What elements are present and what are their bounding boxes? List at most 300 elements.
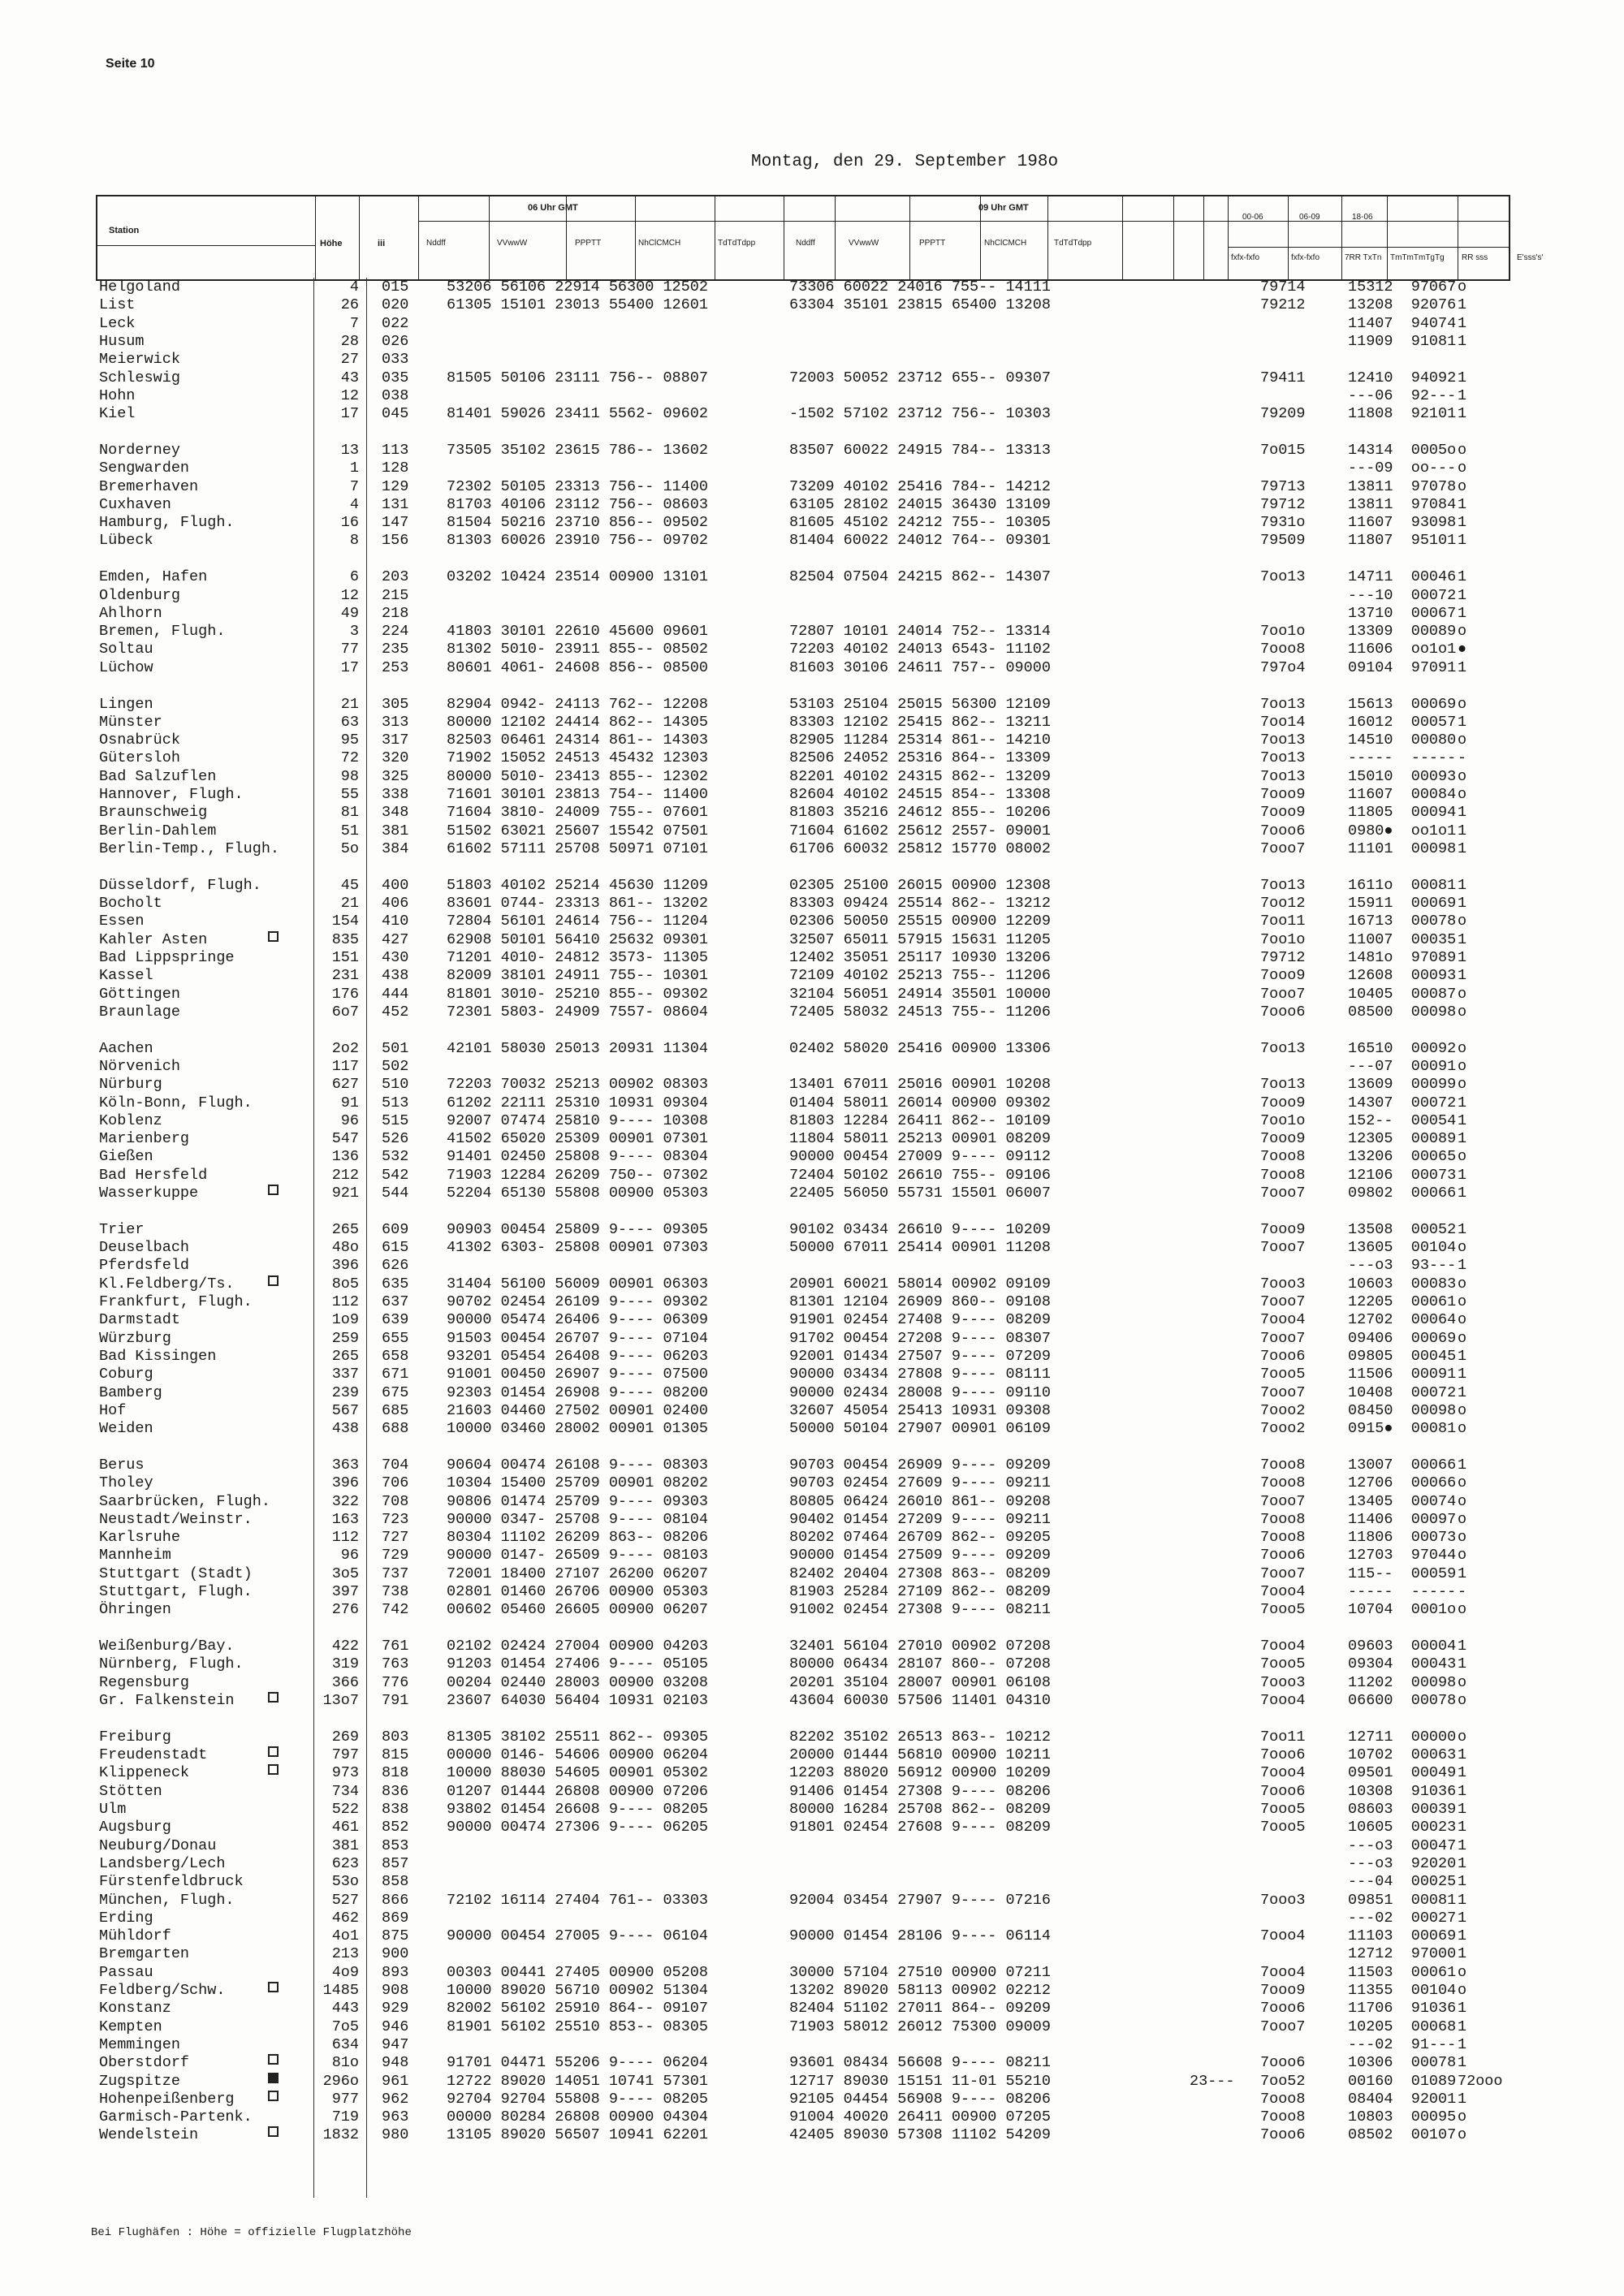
obs-12-group: 7oo13	[1260, 749, 1306, 767]
obs-09: 82402 20404 27308 863-- 08209	[789, 1564, 1051, 1582]
obs-12-group: 7ooo8	[1260, 1166, 1306, 1184]
obs-24-group: 11706 91036	[1348, 2000, 1457, 2018]
station-index: 513	[382, 1094, 409, 1111]
station-index: 532	[382, 1148, 409, 1166]
station-height: 8	[349, 532, 359, 550]
station-name: Soltau	[99, 641, 153, 658]
station-index: 869	[382, 1909, 409, 1927]
station-index: 639	[382, 1311, 409, 1329]
obs-24-group: ----- -----	[1348, 749, 1457, 767]
station-index: 026	[382, 332, 409, 350]
esss-value: o	[1458, 2108, 1467, 2126]
esss-value: o	[1458, 1293, 1467, 1310]
esss-value: 1	[1458, 2035, 1467, 2053]
station-index: 818	[382, 1764, 409, 1782]
esss-value: 1	[1458, 804, 1467, 822]
station-name: Bremerhaven	[99, 477, 199, 495]
station-name: Berus	[99, 1456, 145, 1474]
esss-value: o	[1458, 441, 1467, 459]
obs-06: 72302 50105 23313 756-- 11400	[447, 477, 708, 495]
station-index: 637	[382, 1293, 409, 1310]
obs-06: 82503 06461 24314 861-- 14303	[447, 732, 708, 749]
obs-06: 00000 80284 26808 00900 04304	[447, 2108, 708, 2126]
esss-value: o	[1458, 1982, 1467, 1999]
obs-09: 81603 30106 24611 757-- 09000	[789, 658, 1051, 676]
obs-12-group: 7ooo3	[1260, 1891, 1306, 1909]
station-index: 929	[382, 2000, 409, 2018]
esss-value: o	[1458, 278, 1467, 296]
obs-12-group: 7ooo8	[1260, 1148, 1306, 1166]
page-number: Seite 10	[106, 57, 155, 71]
obs-09: 80202 07464 26709 862-- 09205	[789, 1529, 1051, 1547]
station-name: Landsberg/Lech	[99, 1854, 226, 1872]
station-height: 45	[340, 876, 359, 894]
obs-06: 92704 92704 55808 9---- 08205	[447, 2090, 708, 2108]
esss-value: 1	[1458, 1891, 1467, 1909]
station-height: 322	[331, 1492, 359, 1510]
obs-12-group: 7oo14	[1260, 713, 1306, 731]
station-index: 348	[382, 804, 409, 822]
obs-24-group: 10308 91036	[1348, 1782, 1457, 1800]
esss-value: 1	[1458, 930, 1467, 948]
station-height: 17	[340, 405, 359, 423]
station-index: 900	[382, 1945, 409, 1963]
station-name: Oberstdorf	[99, 2054, 190, 2072]
esss-value: 1	[1458, 1638, 1467, 1655]
obs-12-group: 79712	[1260, 948, 1306, 966]
obs-06: 10000 88030 54605 00901 05302	[447, 1764, 708, 1782]
esss-value: o	[1458, 1673, 1467, 1691]
station-height: 319	[331, 1655, 359, 1673]
obs-24-group: 11503 00061	[1348, 1963, 1457, 1981]
station-index: 875	[382, 1927, 409, 1945]
obs-24-group: 06600 00078	[1348, 1692, 1457, 1709]
obs-06: 80000 5010- 23413 855-- 12302	[447, 767, 708, 785]
esss-value: o	[1458, 1239, 1467, 1257]
esss-value: 1	[1458, 369, 1467, 386]
obs-24-group: 10306 00078	[1348, 2054, 1457, 2072]
esss-value: 1	[1458, 1456, 1467, 1474]
obs-24-group: 14307 00072	[1348, 1094, 1457, 1111]
esss-value: 1	[1458, 948, 1467, 966]
esss-value: o	[1458, 1510, 1467, 1528]
station-height: 296o	[322, 2072, 359, 2090]
station-index: 635	[382, 1275, 409, 1293]
esss-value: 1	[1458, 532, 1467, 550]
obs-12-group: 797o4	[1260, 658, 1306, 676]
station-height: 977	[331, 2090, 359, 2108]
obs-09: 82404 51102 27011 864-- 09209	[789, 2000, 1051, 2018]
obs-09: 90000 01454 27509 9---- 09209	[789, 1547, 1051, 1564]
obs-12-group: 7ooo2	[1260, 1401, 1306, 1419]
esss-value: o	[1458, 1728, 1467, 1746]
obs-24-group: 12706 00066	[1348, 1474, 1457, 1492]
obs-06: 90000 00454 27005 9---- 06104	[447, 1927, 708, 1945]
station-name: Darmstadt	[99, 1311, 180, 1329]
obs-12-group: 7ooo9	[1260, 1094, 1306, 1111]
esss-value: o	[1458, 1148, 1467, 1166]
obs-24-group: 13309 00089	[1348, 623, 1457, 641]
t0609-header: 06-09	[1299, 213, 1320, 222]
obs-24-group: 11506 00091	[1348, 1366, 1457, 1383]
esss-value: 1	[1458, 1257, 1467, 1275]
station-height: 213	[331, 1945, 359, 1963]
station-height: 4o1	[331, 1927, 359, 1945]
esss-value: 1	[1458, 895, 1467, 912]
station-name: Helgoland	[99, 278, 180, 296]
station-height: 28	[340, 332, 359, 350]
station-index: 961	[382, 2072, 409, 2090]
station-name: Feldberg/Schw.	[99, 1982, 226, 1999]
station-index: 452	[382, 1003, 409, 1021]
station-index: 946	[382, 2018, 409, 2035]
station-name: Wasserkuppe	[99, 1185, 199, 1202]
obs-24-group: 13605 00104	[1348, 1239, 1457, 1257]
obs-24-group: 13208 92076	[1348, 296, 1457, 314]
obs-09: 02402 58020 25416 00900 13306	[789, 1039, 1051, 1057]
obs-12-group: 7ooo8	[1260, 1456, 1306, 1474]
esss-value: o	[1458, 1547, 1467, 1564]
station-height: 4o9	[331, 1963, 359, 1981]
station-height: 81o	[331, 2054, 359, 2072]
station-index: 427	[382, 930, 409, 948]
esss-value: 1	[1458, 1564, 1467, 1582]
esss-value: 1	[1458, 2000, 1467, 2018]
esss-value: 1	[1458, 1655, 1467, 1673]
obs-06: 81401 59026 23411 5562- 09602	[447, 405, 708, 423]
station-height: 98	[340, 767, 359, 785]
obs-12-group: 7oo52	[1260, 2072, 1306, 2090]
station-height: 797	[331, 1746, 359, 1764]
obs-24-group: 11407 94074	[1348, 314, 1457, 332]
esss-value: 1	[1458, 1094, 1467, 1111]
station-name: Braunschweig	[99, 804, 208, 822]
obs-12-group: 7oo11	[1260, 913, 1306, 930]
esss-value: 1	[1458, 314, 1467, 332]
esss-value: o	[1458, 1003, 1467, 1021]
esss-value: 1	[1458, 604, 1467, 622]
station-name: Ulm	[99, 1801, 127, 1818]
obs-09: 32607 45054 25413 10931 09308	[789, 1401, 1051, 1419]
esss-value: 1	[1458, 386, 1467, 404]
esss-value: o	[1458, 2126, 1467, 2144]
obs-09: 42405 89030 57308 11102 54209	[789, 2126, 1051, 2144]
obs-06: 81801 3010- 25210 855-- 09302	[447, 985, 708, 1003]
station-index: 947	[382, 2035, 409, 2053]
station-name: Münster	[99, 713, 162, 731]
obs-24-group: 11406 00097	[1348, 1510, 1457, 1528]
station-index: 320	[382, 749, 409, 767]
station-height: 95	[340, 732, 359, 749]
station-height: 734	[331, 1782, 359, 1800]
tx1-header: fxfx-fxfo	[1231, 253, 1260, 262]
obs-24-group: 15911 00069	[1348, 895, 1457, 912]
station-index: 033	[382, 351, 409, 369]
station-name: Pferdsfeld	[99, 1257, 190, 1275]
obs-09: 50000 50104 27907 00901 06109	[789, 1420, 1051, 1438]
station-index: 655	[382, 1329, 409, 1347]
extra-value: 23---	[1190, 2072, 1235, 2090]
obs-09: 90000 03434 27808 9---- 08111	[789, 1366, 1051, 1383]
station-height: 337	[331, 1366, 359, 1383]
station-index: 763	[382, 1655, 409, 1673]
obs-24-group: 15613 00069	[1348, 695, 1457, 713]
obs-12-group: 7oo13	[1260, 1039, 1306, 1057]
obs-09: 20201 35104 28007 00901 06108	[789, 1673, 1051, 1691]
t0006-header: 00-06	[1242, 213, 1263, 222]
group-06-header: 06 Uhr GMT	[528, 203, 578, 213]
obs-09: 01404 58011 26014 00900 09302	[789, 1094, 1051, 1111]
station-index: 737	[382, 1564, 409, 1582]
station-index: 515	[382, 1111, 409, 1129]
station-height: 151	[331, 948, 359, 966]
obs-24-group: 12106 00073	[1348, 1166, 1457, 1184]
station-height: 7	[349, 477, 359, 495]
station-height: 265	[331, 1347, 359, 1365]
obs-06: 61602 57111 25708 50971 07101	[447, 839, 708, 857]
station-name: Gr. Falkenstein	[99, 1692, 235, 1709]
obs-24-group: 1481o 97089	[1348, 948, 1457, 966]
nddff-header: Nddff	[426, 239, 446, 248]
obs-12-group: 7ooo6	[1260, 1746, 1306, 1764]
station-index: 803	[382, 1728, 409, 1746]
station-height: 117	[331, 1057, 359, 1075]
open-square-marker	[268, 2126, 279, 2137]
obs-09: 81301 12104 26909 860-- 09108	[789, 1293, 1051, 1310]
obs-24-group: 12205 00061	[1348, 1293, 1457, 1310]
esss-value: o	[1458, 913, 1467, 930]
obs-24-group: 09851 00081	[1348, 1891, 1457, 1909]
obs-12-group: 7ooo5	[1260, 1366, 1306, 1383]
esss-value: o	[1458, 695, 1467, 713]
station-name: Lüchow	[99, 658, 153, 676]
esss-value: o	[1458, 1601, 1467, 1619]
station-name: Erding	[99, 1909, 153, 1927]
esss-value: 1	[1458, 967, 1467, 985]
obs-12-group: 7oo13	[1260, 1076, 1306, 1094]
station-height: 17	[340, 658, 359, 676]
obs-12-group: 7ooo6	[1260, 2126, 1306, 2144]
t1806-header: 18-06	[1352, 213, 1373, 222]
obs-09: 61706 60032 25812 15770 08002	[789, 839, 1051, 857]
esss-value: o	[1458, 732, 1467, 749]
station-index: 338	[382, 786, 409, 803]
obs-24-group: 09406 00069	[1348, 1329, 1457, 1347]
station-height: 973	[331, 1764, 359, 1782]
obs-06: 23607 64030 56404 10931 02103	[447, 1692, 708, 1709]
obs-12-group: 7ooo9	[1260, 1220, 1306, 1238]
obs-12-group: 7ooo9	[1260, 1130, 1306, 1148]
station-name: Bremgarten	[99, 1945, 190, 1963]
obs-12-group: 7oo1o	[1260, 623, 1306, 641]
station-index: 852	[382, 1819, 409, 1836]
esss-value: 1	[1458, 1909, 1467, 1927]
obs-12-group: 7ooo7	[1260, 1492, 1306, 1510]
station-index: 510	[382, 1076, 409, 1094]
obs-24-group: ---04 00025	[1348, 1873, 1457, 1891]
station-index: 962	[382, 2090, 409, 2108]
station-name: Bocholt	[99, 895, 162, 912]
obs-06: 53206 56106 22914 56300 12502	[447, 278, 708, 296]
obs-12-group: 7ooo2	[1260, 1420, 1306, 1438]
footer-note: Bei Flughäfen : Höhe = offizielle Flugplatzhöhe	[91, 2226, 412, 2239]
station-name: Kahler Asten	[99, 930, 208, 948]
obs-24-group: 12608 00093	[1348, 967, 1457, 985]
obs-09: 63105 28102 24015 36430 13109	[789, 495, 1051, 513]
station-name: München, Flugh.	[99, 1891, 235, 1909]
obs-12-group: 7ooo6	[1260, 1347, 1306, 1365]
obs-09: 91406 01454 27308 9---- 08206	[789, 1782, 1051, 1800]
obs-09: 43604 60030 57506 11401 04310	[789, 1692, 1051, 1709]
station-height: 13	[340, 441, 359, 459]
filled-square-marker	[268, 2073, 279, 2083]
obs-09: 91002 02454 27308 9---- 08211	[789, 1601, 1051, 1619]
obs-24-group: 09805 00045	[1348, 1347, 1457, 1365]
obs-24-group: 10205 00068	[1348, 2018, 1457, 2035]
station-name: Bremen, Flugh.	[99, 623, 226, 641]
obs-06: 41803 30101 22610 45600 09601	[447, 623, 708, 641]
nh-header: NhClCMCH	[638, 239, 681, 248]
station-name: Neuburg/Donau	[99, 1836, 217, 1854]
station-index: 444	[382, 985, 409, 1003]
obs-12-group: 7oo11	[1260, 1728, 1306, 1746]
station-index: 015	[382, 278, 409, 296]
station-name: Göttingen	[99, 985, 180, 1003]
station-name: Essen	[99, 913, 145, 930]
obs-09: 13401 67011 25016 00901 10208	[789, 1076, 1051, 1094]
obs-09: 81404 60022 24012 764-- 09301	[789, 532, 1051, 550]
esss-value: 1	[1458, 1166, 1467, 1184]
pppt-header: PPPTT	[575, 239, 602, 248]
station-name: Husum	[99, 332, 145, 350]
station-name: Frankfurt, Flugh.	[99, 1293, 253, 1310]
obs-12-group: 7ooo6	[1260, 822, 1306, 839]
station-name: Deuselbach	[99, 1239, 190, 1257]
station-index: 438	[382, 967, 409, 985]
vvwww-header: VVwwW	[497, 239, 528, 248]
obs-09: 82905 11284 25314 861-- 14210	[789, 732, 1051, 749]
obs-24-group: 13609 00099	[1348, 1076, 1457, 1094]
obs-24-group: 11103 00069	[1348, 1927, 1457, 1945]
station-height: 21	[340, 695, 359, 713]
esss-value: 1	[1458, 1185, 1467, 1202]
station-height: 396	[331, 1257, 359, 1275]
obs-12-group: 7oo13	[1260, 732, 1306, 749]
obs-09: 12203 88020 56912 00900 10209	[789, 1764, 1051, 1782]
obs-06: 13105 89020 56507 10941 62201	[447, 2126, 708, 2144]
station-index: 406	[382, 895, 409, 912]
obs-24-group: 12410 94092	[1348, 369, 1457, 386]
station-index: 853	[382, 1836, 409, 1854]
obs-12-group: 79714	[1260, 278, 1306, 296]
esss-value: 1	[1458, 1764, 1467, 1782]
obs-12-group: 7ooo5	[1260, 1801, 1306, 1818]
obs-06: 00204 02440 28003 00900 03208	[447, 1673, 708, 1691]
obs-12-group: 7ooo8	[1260, 1529, 1306, 1547]
obs-09: 82604 40102 24515 854-- 13308	[789, 786, 1051, 803]
station-height: 921	[331, 1185, 359, 1202]
station-name: Ahlhorn	[99, 604, 162, 622]
open-square-marker	[268, 1185, 279, 1195]
obs-24-group: 10408 00072	[1348, 1383, 1457, 1401]
obs-09: 81803 35216 24612 855-- 10206	[789, 804, 1051, 822]
station-index: 501	[382, 1039, 409, 1057]
esss-value: 1	[1458, 658, 1467, 676]
rr12-header: 7RR TxTn	[1345, 253, 1382, 262]
obs-06: 72203 70032 25213 00902 08303	[447, 1076, 708, 1094]
station-height: 239	[331, 1383, 359, 1401]
station-height: 176	[331, 985, 359, 1003]
esss-value: o	[1458, 1529, 1467, 1547]
station-index: 685	[382, 1401, 409, 1419]
station-name: Meierwick	[99, 351, 180, 369]
obs-09: 91801 02454 27608 9---- 08209	[789, 1819, 1051, 1836]
obs-06: 92007 07474 25810 9---- 10308	[447, 1111, 708, 1129]
station-height: 21	[340, 895, 359, 912]
esss-value: o	[1458, 786, 1467, 803]
station-height: 13o7	[322, 1692, 359, 1709]
obs-06: 72102 16114 27404 761-- 03303	[447, 1891, 708, 1909]
obs-06: 01207 01444 26808 00900 07206	[447, 1782, 708, 1800]
obs-09: 92001 01434 27507 9---- 07209	[789, 1347, 1051, 1365]
station-height: 112	[331, 1293, 359, 1310]
station-index: 325	[382, 767, 409, 785]
obs-12-group: 7ooo5	[1260, 1819, 1306, 1836]
obs-12-group: 7ooo4	[1260, 1927, 1306, 1945]
esss-value: o	[1458, 1420, 1467, 1438]
station-height: 634	[331, 2035, 359, 2053]
open-square-marker	[268, 2054, 279, 2065]
esss-value: 1	[1458, 332, 1467, 350]
obs-09: 90703 00454 26909 9---- 09209	[789, 1456, 1051, 1474]
obs-06: 61305 15101 23013 55400 12601	[447, 296, 708, 314]
station-name: Würzburg	[99, 1329, 171, 1347]
obs-24-group: 13405 00074	[1348, 1492, 1457, 1510]
station-index: 131	[382, 495, 409, 513]
station-height: 6	[349, 568, 359, 586]
obs-06: 81303 60026 23910 756-- 09702	[447, 532, 708, 550]
station-name: Stuttgart (Stadt)	[99, 1564, 253, 1582]
station-name: Berlin-Temp., Flugh.	[99, 839, 280, 857]
obs-09: 83303 09424 25514 862-- 13212	[789, 895, 1051, 912]
station-height: 154	[331, 913, 359, 930]
station-height: 91	[340, 1094, 359, 1111]
obs-06: 80000 12102 24414 862-- 14305	[447, 713, 708, 731]
obs-06: 83601 0744- 23313 861-- 13202	[447, 895, 708, 912]
obs-06: 71903 12284 26209 750-- 07302	[447, 1166, 708, 1184]
obs-12-group: 7ooo6	[1260, 1782, 1306, 1800]
station-height: 96	[340, 1547, 359, 1564]
station-index: 542	[382, 1166, 409, 1184]
station-index: 761	[382, 1638, 409, 1655]
station-height: 81	[340, 804, 359, 822]
station-name: Koblenz	[99, 1111, 162, 1129]
table-rule	[366, 278, 367, 2198]
obs-12-group: 7ooo4	[1260, 1963, 1306, 1981]
station-height: 136	[331, 1148, 359, 1166]
obs-09: 90102 03434 26610 9---- 10209	[789, 1220, 1051, 1238]
esss-value: 1	[1458, 1819, 1467, 1836]
esss-value: 1	[1458, 296, 1467, 314]
station-name: Karlsruhe	[99, 1529, 180, 1547]
station-height: 7	[349, 314, 359, 332]
obs-24-group: 12712 97000	[1348, 1945, 1457, 1963]
obs-09: 93601 08434 56608 9---- 08211	[789, 2054, 1051, 2072]
obs-06: 93802 01454 26608 9---- 08205	[447, 1801, 708, 1818]
obs-09: 91004 40020 26411 00900 07205	[789, 2108, 1051, 2126]
obs-12-group: 7ooo7	[1260, 1293, 1306, 1310]
obs-09: 73306 60022 24016 755-- 14111	[789, 278, 1051, 296]
